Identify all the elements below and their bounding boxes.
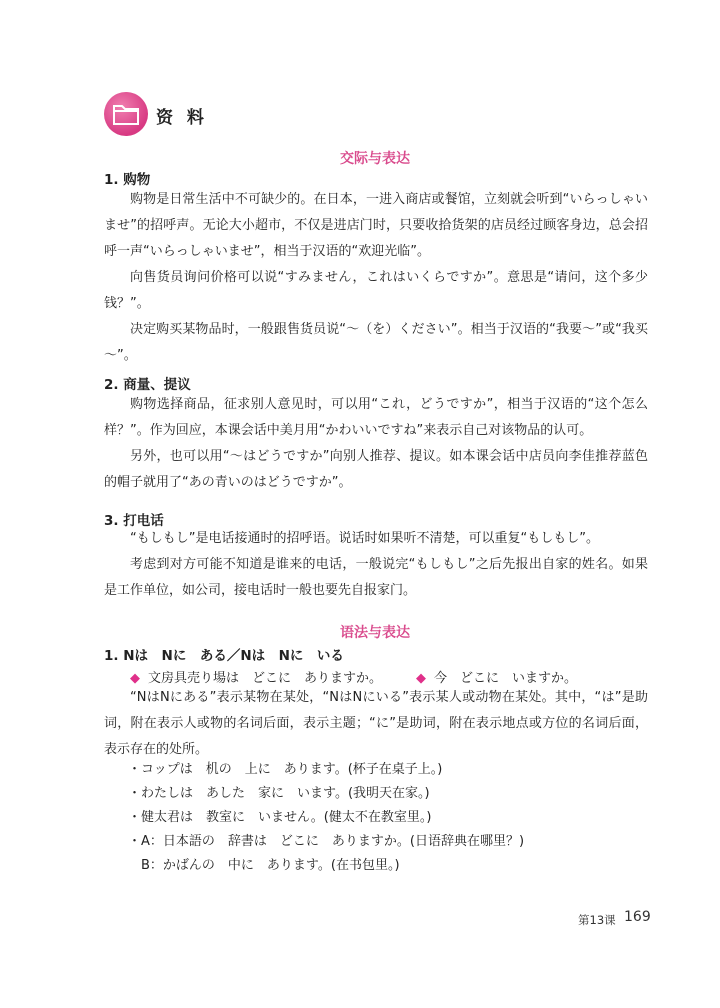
example-sentence: ・コップは 机の 上に あります。(杯子在桌子上。) [128,762,443,777]
example-sentence: ・健太君は 教室に いません。(健太不在教室里。) [128,810,432,825]
page-title: 资 料 [156,108,208,128]
bullet-text: 文房具売り場は どこに ありますか。 [148,671,383,686]
paragraph: 购物选择商品，征求别人意见时，可以用“これ，どうですか”，相当于汉语的“这个怎么样？”。作为回应，本课会话中美月用“かわいいですね”来表示自己对该物品的认可。 [104,397,648,438]
paragraph: 考虑到对方可能不知道是谁来的电话，一般说完“もしもし”之后先报出自家的姓名。如果是工作单位，如公司，接电话时一般也要先自报家门。 [104,557,648,598]
section-title-communication: 交际与表达 [340,151,410,167]
diamond-icon: ◆ [130,671,140,686]
bullet-examples [130,667,577,686]
subheading-grammar-1: 1. Nは Nに ある／Nは Nに いる [104,648,344,664]
paragraph: 另外，也可以用“～はどうですか”向别人推荐、提议。如本课会话中店员向李佳推荐蓝色的帽子就用了“あの青いのはどうですか”。 [104,449,648,490]
example-sentence: B：かばんの 中に あります。(在书包里。) [128,858,400,873]
paragraph: 购物是日常生活中不可缺少的。在日本，一进入商店或餐馆，立刻就会听到“いらっしゃいませ”的招呼声。无论大小超市，不仅是进店门时，只要收拾货架的店员经过顾客身边，总会招呼一声“いらっしゃいませ”，相当于汉语的“欢迎光临”。 [104,192,648,259]
paragraph: “NはNにある”表示某物在某处，“NはNにいる”表示某人或动物在某处。其中，“は”是助词，附在表示人或物的名词后面，表示主题；“に”是助词，附在表示地点或方位的名词后面，表示存在的处所。 [104,690,648,757]
folder-glyph [112,102,140,126]
paragraph: 决定购买某物品时，一般跟售货员说“～（を）ください”。相当于汉语的“我要～”或“我买～”。 [104,322,648,363]
section-title-grammar: 语法与表达 [340,625,410,641]
example-sentence: ・わたしは あした 家に います。(我明天在家。) [128,786,430,801]
subheading-shopping: 1. 购物 [104,172,151,188]
bullet-text: 今 どこに いますか。 [434,671,578,686]
page-number: 169 [624,909,651,925]
lesson-label: 第13课 [578,913,616,927]
paragraph: “もしもし”是电话接通时的招呼语。说话时如果听不清楚，可以重复“もしもし”。 [130,531,599,546]
subheading-phone: 3. 打电话 [104,513,164,529]
paragraph: 向售货员询问价格可以说“すみません，これはいくらですか”。意思是“请问，这个多少钱？”。 [104,270,648,311]
folder-icon [104,92,148,136]
example-sentence: ・A：日本語の 辞書は どこに ありますか。(日语辞典在哪里？) [128,834,525,849]
diamond-icon: ◆ [416,671,427,686]
subheading-discuss: 2. 商量、提议 [104,377,191,393]
